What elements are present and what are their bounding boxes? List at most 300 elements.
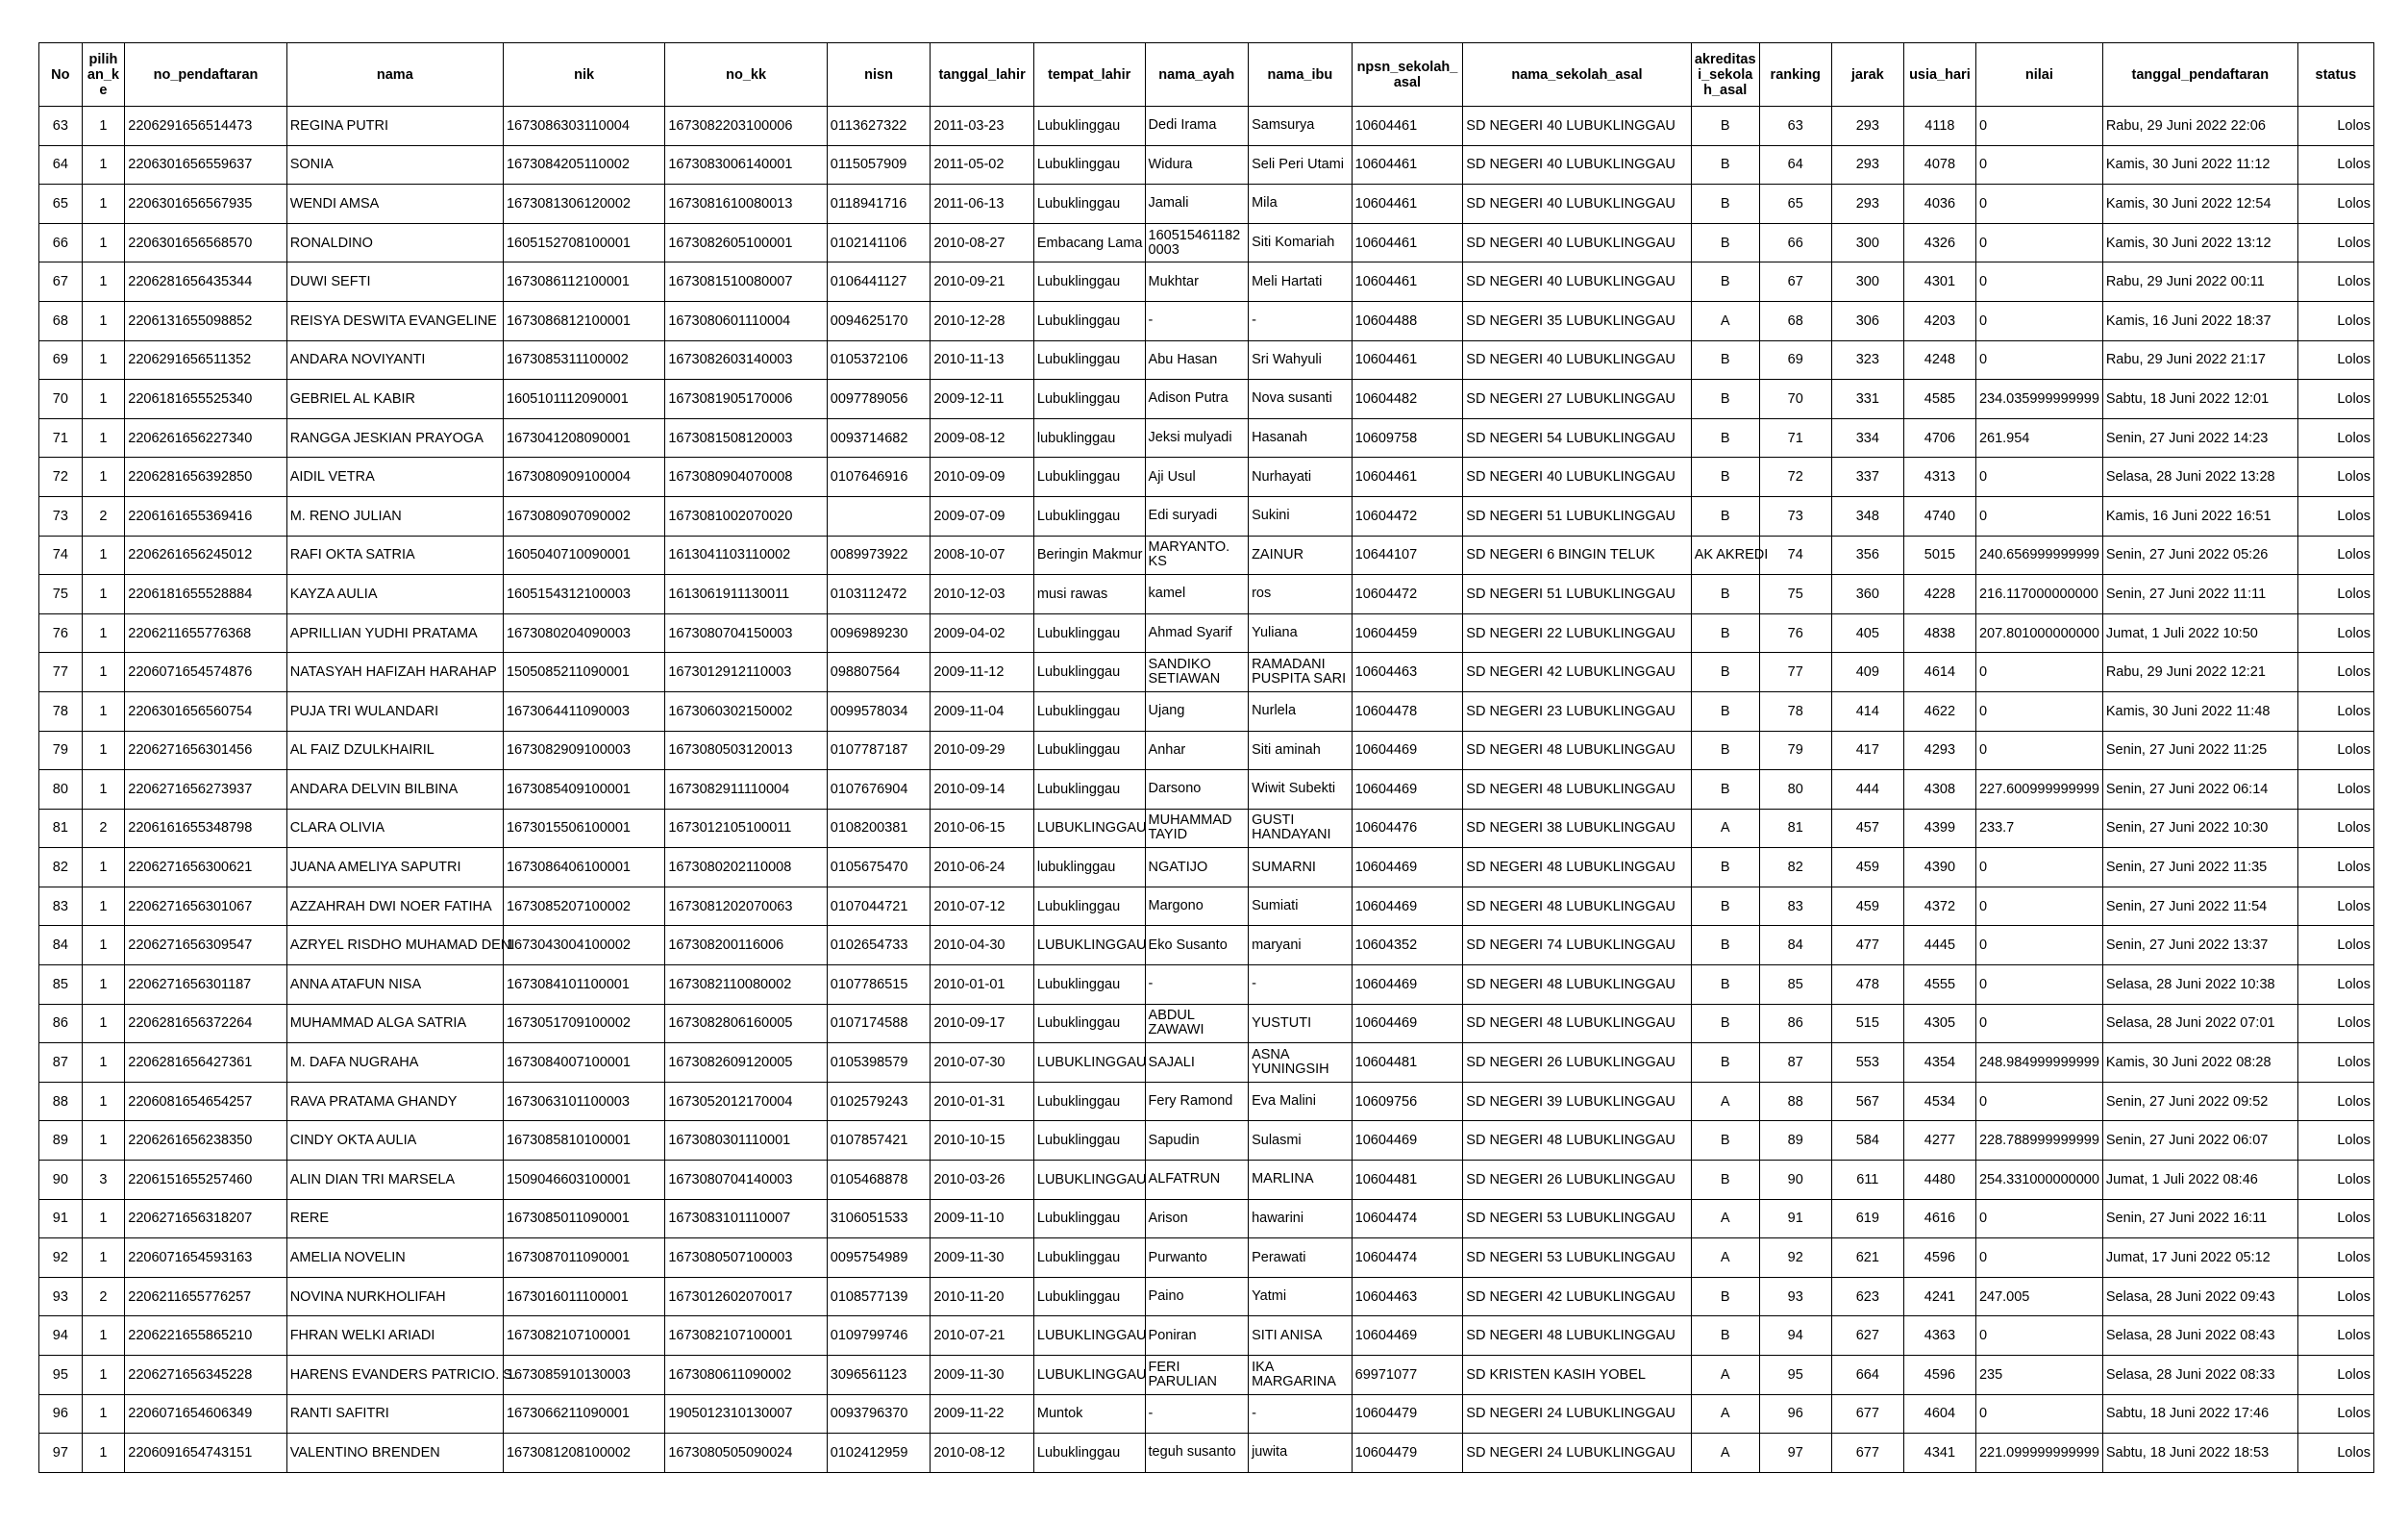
cell-usia-hari: 4555 xyxy=(1903,965,1975,1005)
cell-nisn: 0105675470 xyxy=(827,848,931,887)
cell-npsn-sekolah-asal: 10604469 xyxy=(1352,731,1463,770)
column-header-nisn: nisn xyxy=(827,43,931,107)
cell-nama: NATASYAH HAFIZAH HARAHAP xyxy=(286,653,503,692)
cell-nama: RANGGA JESKIAN PRAYOGA xyxy=(286,418,503,458)
cell-akreditasi-sekolah-asal: B xyxy=(1691,691,1759,731)
cell-ranking: 85 xyxy=(1759,965,1831,1005)
cell-No: 76 xyxy=(39,613,83,653)
cell-nilai: 248.984999999999 xyxy=(1975,1043,2102,1083)
column-header-nama-sekolah-asal: nama_sekolah_asal xyxy=(1463,43,1691,107)
cell-nilai: 221.099999999999 xyxy=(1975,1434,2102,1473)
cell-npsn-sekolah-asal: 10604469 xyxy=(1352,848,1463,887)
cell-nama: JUANA AMELIYA SAPUTRI xyxy=(286,848,503,887)
cell-No: 77 xyxy=(39,653,83,692)
cell-jarak: 293 xyxy=(1831,107,1903,146)
cell-nama: M. DAFA NUGRAHA xyxy=(286,1043,503,1083)
cell-nisn: 0107646916 xyxy=(827,458,931,497)
cell-pilihan-ke: 2 xyxy=(82,496,125,536)
cell-tanggal-pendaftaran: Rabu, 29 Juni 2022 21:17 xyxy=(2102,340,2297,380)
cell-akreditasi-sekolah-asal: A xyxy=(1691,1082,1759,1121)
cell-tanggal-lahir: 2010-01-31 xyxy=(931,1082,1034,1121)
cell-nama-sekolah-asal: SD NEGERI 48 LUBUKLINGGAU xyxy=(1463,1004,1691,1043)
cell-nik: 1673084205110002 xyxy=(503,145,664,185)
cell-nisn: 0105398579 xyxy=(827,1043,931,1083)
cell-nisn: 0107857421 xyxy=(827,1121,931,1161)
cell-tanggal-pendaftaran: Selasa, 28 Juni 2022 13:28 xyxy=(2102,458,2297,497)
cell-tempat-lahir: LUBUKLINGGAU xyxy=(1033,1161,1145,1200)
cell-No: 70 xyxy=(39,380,83,419)
cell-nama-sekolah-asal: SD NEGERI 40 LUBUKLINGGAU xyxy=(1463,223,1691,262)
cell-no-pendaftaran: 2206211655776368 xyxy=(125,613,286,653)
cell-pilihan-ke: 1 xyxy=(82,887,125,926)
cell-jarak: 623 xyxy=(1831,1277,1903,1316)
column-header-tanggal-lahir: tanggal_lahir xyxy=(931,43,1034,107)
cell-nama: CINDY OKTA AULIA xyxy=(286,1121,503,1161)
cell-pilihan-ke: 1 xyxy=(82,731,125,770)
cell-no-kk: 167308200116006 xyxy=(665,926,827,965)
cell-tanggal-pendaftaran: Sabtu, 18 Juni 2022 17:46 xyxy=(2102,1394,2297,1434)
cell-nama: DUWI SEFTI xyxy=(286,262,503,302)
table-row xyxy=(39,770,2374,810)
cell-tempat-lahir: Lubuklinggau xyxy=(1033,1082,1145,1121)
cell-nama-ayah: ABDUL ZAWAWI xyxy=(1145,1004,1249,1043)
cell-tanggal-pendaftaran: Senin, 27 Juni 2022 14:23 xyxy=(2102,418,2297,458)
cell-tanggal-lahir: 2010-08-27 xyxy=(931,223,1034,262)
cell-nama: CLARA OLIVIA xyxy=(286,809,503,848)
cell-no-pendaftaran: 2206211655776257 xyxy=(125,1277,286,1316)
cell-nama-sekolah-asal: SD NEGERI 48 LUBUKLINGGAU xyxy=(1463,770,1691,810)
cell-usia-hari: 4604 xyxy=(1903,1394,1975,1434)
cell-no-pendaftaran: 2206181655525340 xyxy=(125,380,286,419)
cell-ranking: 84 xyxy=(1759,926,1831,965)
cell-tanggal-pendaftaran: Sabtu, 18 Juni 2022 12:01 xyxy=(2102,380,2297,419)
cell-nama: RANTI SAFITRI xyxy=(286,1394,503,1434)
cell-nama-ibu: Perawati xyxy=(1249,1238,1353,1278)
cell-nama-ayah: Sapudin xyxy=(1145,1121,1249,1161)
cell-tempat-lahir: Muntok xyxy=(1033,1394,1145,1434)
cell-ranking: 77 xyxy=(1759,653,1831,692)
cell-nik: 1605154312100003 xyxy=(503,575,664,614)
cell-nama-sekolah-asal: SD NEGERI 40 LUBUKLINGGAU xyxy=(1463,145,1691,185)
cell-tempat-lahir: Lubuklinggau xyxy=(1033,262,1145,302)
cell-npsn-sekolah-asal: 10604463 xyxy=(1352,653,1463,692)
cell-status: Lolos xyxy=(2297,848,2373,887)
cell-nilai: 0 xyxy=(1975,458,2102,497)
cell-tanggal-lahir: 2010-09-14 xyxy=(931,770,1034,810)
cell-nama-sekolah-asal: SD NEGERI 74 LUBUKLINGGAU xyxy=(1463,926,1691,965)
cell-tanggal-lahir: 2011-03-23 xyxy=(931,107,1034,146)
cell-no-kk: 1673012912110003 xyxy=(665,653,827,692)
cell-nama-ibu: Nova susanti xyxy=(1249,380,1353,419)
cell-pilihan-ke: 1 xyxy=(82,926,125,965)
cell-tanggal-pendaftaran: Kamis, 16 Juni 2022 18:37 xyxy=(2102,301,2297,340)
cell-jarak: 337 xyxy=(1831,458,1903,497)
cell-pilihan-ke: 1 xyxy=(82,848,125,887)
cell-nik: 1509046603100001 xyxy=(503,1161,664,1200)
cell-nama-ibu: SITI ANISA xyxy=(1249,1316,1353,1356)
cell-tanggal-pendaftaran: Senin, 27 Juni 2022 09:52 xyxy=(2102,1082,2297,1121)
cell-npsn-sekolah-asal: 10604481 xyxy=(1352,1161,1463,1200)
cell-nama-ibu: Sulasmi xyxy=(1249,1121,1353,1161)
cell-nama-ayah: NGATIJO xyxy=(1145,848,1249,887)
cell-nama-ibu: IKA MARGARINA xyxy=(1249,1356,1353,1395)
table-row xyxy=(39,536,2374,575)
cell-pilihan-ke: 1 xyxy=(82,536,125,575)
cell-nilai: 0 xyxy=(1975,223,2102,262)
cell-tanggal-pendaftaran: Rabu, 29 Juni 2022 00:11 xyxy=(2102,262,2297,302)
cell-usia-hari: 4326 xyxy=(1903,223,1975,262)
cell-no-pendaftaran: 2206281656435344 xyxy=(125,262,286,302)
cell-usia-hari: 4706 xyxy=(1903,418,1975,458)
cell-status: Lolos xyxy=(2297,1043,2373,1083)
cell-nama: VALENTINO BRENDEN xyxy=(286,1434,503,1473)
cell-nisn: 0105468878 xyxy=(827,1161,931,1200)
cell-npsn-sekolah-asal: 10604478 xyxy=(1352,691,1463,731)
cell-nama-ibu: - xyxy=(1249,965,1353,1005)
cell-jarak: 334 xyxy=(1831,418,1903,458)
cell-no-pendaftaran: 2206301656559637 xyxy=(125,145,286,185)
cell-nik: 1673081306120002 xyxy=(503,185,664,224)
cell-nama-ibu: - xyxy=(1249,301,1353,340)
cell-tempat-lahir: Embacang Lama xyxy=(1033,223,1145,262)
table-row xyxy=(39,848,2374,887)
cell-nama-sekolah-asal: SD NEGERI 51 LUBUKLINGGAU xyxy=(1463,496,1691,536)
cell-no-kk: 1673082806160005 xyxy=(665,1004,827,1043)
cell-jarak: 348 xyxy=(1831,496,1903,536)
cell-status: Lolos xyxy=(2297,809,2373,848)
cell-nilai: 0 xyxy=(1975,1316,2102,1356)
cell-nama-sekolah-asal: SD NEGERI 38 LUBUKLINGGAU xyxy=(1463,809,1691,848)
cell-nama: ANNA ATAFUN NISA xyxy=(286,965,503,1005)
cell-nisn: 098807564 xyxy=(827,653,931,692)
cell-nilai: 0 xyxy=(1975,887,2102,926)
cell-no-pendaftaran: 2206261656227340 xyxy=(125,418,286,458)
cell-tempat-lahir: Lubuklinggau xyxy=(1033,691,1145,731)
cell-status: Lolos xyxy=(2297,770,2373,810)
cell-nama-ayah: Edi suryadi xyxy=(1145,496,1249,536)
cell-akreditasi-sekolah-asal: B xyxy=(1691,185,1759,224)
cell-nama-ayah: Aji Usul xyxy=(1145,458,1249,497)
cell-status: Lolos xyxy=(2297,107,2373,146)
cell-nama-ibu: RAMADANI PUSPITA SARI xyxy=(1249,653,1353,692)
cell-no-kk: 1673080601110004 xyxy=(665,301,827,340)
cell-ranking: 66 xyxy=(1759,223,1831,262)
cell-npsn-sekolah-asal: 10604474 xyxy=(1352,1199,1463,1238)
cell-npsn-sekolah-asal: 10604461 xyxy=(1352,185,1463,224)
cell-nama-ayah: Widura xyxy=(1145,145,1249,185)
cell-pilihan-ke: 1 xyxy=(82,1356,125,1395)
table-row xyxy=(39,185,2374,224)
cell-No: 95 xyxy=(39,1356,83,1395)
column-header-npsn-sekolah-asal: npsn_sekolah_asal xyxy=(1352,43,1463,107)
cell-No: 68 xyxy=(39,301,83,340)
table-row xyxy=(39,496,2374,536)
cell-no-kk: 1673082603140003 xyxy=(665,340,827,380)
cell-nama-sekolah-asal: SD NEGERI 48 LUBUKLINGGAU xyxy=(1463,965,1691,1005)
cell-ranking: 68 xyxy=(1759,301,1831,340)
cell-status: Lolos xyxy=(2297,1161,2373,1200)
cell-ranking: 81 xyxy=(1759,809,1831,848)
cell-nilai: 0 xyxy=(1975,262,2102,302)
cell-akreditasi-sekolah-asal: B xyxy=(1691,145,1759,185)
cell-No: 82 xyxy=(39,848,83,887)
cell-tanggal-pendaftaran: Senin, 27 Juni 2022 05:26 xyxy=(2102,536,2297,575)
cell-tanggal-pendaftaran: Kamis, 30 Juni 2022 11:48 xyxy=(2102,691,2297,731)
cell-nama-ayah: Fery Ramond xyxy=(1145,1082,1249,1121)
cell-tanggal-lahir: 2010-11-13 xyxy=(931,340,1034,380)
cell-nik: 1605040710090001 xyxy=(503,536,664,575)
cell-nama-ayah: Arison xyxy=(1145,1199,1249,1238)
cell-nama-ibu: Siti Komariah xyxy=(1249,223,1353,262)
cell-no-kk: 1673012602070017 xyxy=(665,1277,827,1316)
cell-nama-sekolah-asal: SD NEGERI 26 LUBUKLINGGAU xyxy=(1463,1161,1691,1200)
cell-pilihan-ke: 1 xyxy=(82,262,125,302)
cell-nik: 1673041208090001 xyxy=(503,418,664,458)
cell-pilihan-ke: 1 xyxy=(82,653,125,692)
cell-nama: RONALDINO xyxy=(286,223,503,262)
cell-tanggal-pendaftaran: Rabu, 29 Juni 2022 22:06 xyxy=(2102,107,2297,146)
cell-nisn: 3106051533 xyxy=(827,1199,931,1238)
cell-nama-ibu: maryani xyxy=(1249,926,1353,965)
cell-nama-ibu: YUSTUTI xyxy=(1249,1004,1353,1043)
cell-nik: 1505085211090001 xyxy=(503,653,664,692)
cell-nisn: 0105372106 xyxy=(827,340,931,380)
cell-jarak: 459 xyxy=(1831,848,1903,887)
cell-npsn-sekolah-asal: 10604481 xyxy=(1352,1043,1463,1083)
cell-nama: REGINA PUTRI xyxy=(286,107,503,146)
cell-status: Lolos xyxy=(2297,1277,2373,1316)
cell-tempat-lahir: Lubuklinggau xyxy=(1033,1199,1145,1238)
cell-npsn-sekolah-asal: 10604352 xyxy=(1352,926,1463,965)
cell-tanggal-lahir: 2010-10-15 xyxy=(931,1121,1034,1161)
cell-nik: 1673016011100001 xyxy=(503,1277,664,1316)
cell-jarak: 664 xyxy=(1831,1356,1903,1395)
cell-npsn-sekolah-asal: 10604461 xyxy=(1352,145,1463,185)
cell-nama-ayah: Jeksi mulyadi xyxy=(1145,418,1249,458)
cell-No: 90 xyxy=(39,1161,83,1200)
cell-nik: 1673085409100001 xyxy=(503,770,664,810)
cell-tempat-lahir: Lubuklinggau xyxy=(1033,1238,1145,1278)
cell-tempat-lahir: Lubuklinggau xyxy=(1033,1004,1145,1043)
cell-tanggal-pendaftaran: Senin, 27 Juni 2022 06:07 xyxy=(2102,1121,2297,1161)
cell-ranking: 79 xyxy=(1759,731,1831,770)
cell-akreditasi-sekolah-asal: B xyxy=(1691,653,1759,692)
cell-tempat-lahir: LUBUKLINGGAU xyxy=(1033,1356,1145,1395)
cell-akreditasi-sekolah-asal: B xyxy=(1691,887,1759,926)
table-row xyxy=(39,301,2374,340)
cell-no-kk: 1905012310130007 xyxy=(665,1394,827,1434)
cell-akreditasi-sekolah-asal: A xyxy=(1691,1394,1759,1434)
table-row xyxy=(39,380,2374,419)
cell-pilihan-ke: 1 xyxy=(82,613,125,653)
cell-usia-hari: 4277 xyxy=(1903,1121,1975,1161)
cell-nilai: 233.7 xyxy=(1975,809,2102,848)
column-header-no-pendaftaran: no_pendaftaran xyxy=(125,43,286,107)
cell-No: 67 xyxy=(39,262,83,302)
cell-usia-hari: 4596 xyxy=(1903,1238,1975,1278)
cell-nik: 1673085910130003 xyxy=(503,1356,664,1395)
cell-No: 93 xyxy=(39,1277,83,1316)
cell-akreditasi-sekolah-asal: B xyxy=(1691,731,1759,770)
cell-usia-hari: 4622 xyxy=(1903,691,1975,731)
cell-no-pendaftaran: 2206301656560754 xyxy=(125,691,286,731)
cell-tanggal-lahir: 2009-11-22 xyxy=(931,1394,1034,1434)
cell-akreditasi-sekolah-asal: A xyxy=(1691,1199,1759,1238)
cell-nama-ibu: SUMARNI xyxy=(1249,848,1353,887)
cell-no-kk: 1613061911130011 xyxy=(665,575,827,614)
cell-no-pendaftaran: 2206281656372264 xyxy=(125,1004,286,1043)
cell-nama-ibu: Mila xyxy=(1249,185,1353,224)
table-row xyxy=(39,575,2374,614)
cell-nisn: 0097789056 xyxy=(827,380,931,419)
cell-nama-sekolah-asal: SD NEGERI 39 LUBUKLINGGAU xyxy=(1463,1082,1691,1121)
cell-pilihan-ke: 1 xyxy=(82,340,125,380)
cell-tempat-lahir: LUBUKLINGGAU xyxy=(1033,1043,1145,1083)
table-row xyxy=(39,613,2374,653)
cell-No: 91 xyxy=(39,1199,83,1238)
cell-nama-sekolah-asal: SD NEGERI 40 LUBUKLINGGAU xyxy=(1463,340,1691,380)
cell-nisn: 0106441127 xyxy=(827,262,931,302)
cell-no-kk: 1673082605100001 xyxy=(665,223,827,262)
cell-nama: REISYA DESWITA EVANGELINE xyxy=(286,301,503,340)
cell-usia-hari: 4585 xyxy=(1903,380,1975,419)
cell-nilai: 0 xyxy=(1975,301,2102,340)
cell-tanggal-lahir: 2010-11-20 xyxy=(931,1277,1034,1316)
cell-nisn: 0118941716 xyxy=(827,185,931,224)
cell-nama-ayah: Mukhtar xyxy=(1145,262,1249,302)
cell-nama-sekolah-asal: SD NEGERI 6 BINGIN TELUK xyxy=(1463,536,1691,575)
cell-tanggal-pendaftaran: Selasa, 28 Juni 2022 09:43 xyxy=(2102,1277,2297,1316)
cell-No: 86 xyxy=(39,1004,83,1043)
cell-nik: 1673080907090002 xyxy=(503,496,664,536)
cell-no-pendaftaran: 2206181655528884 xyxy=(125,575,286,614)
cell-nilai: 0 xyxy=(1975,731,2102,770)
cell-ranking: 80 xyxy=(1759,770,1831,810)
cell-no-pendaftaran: 2206271656301456 xyxy=(125,731,286,770)
cell-tanggal-lahir: 2010-03-26 xyxy=(931,1161,1034,1200)
cell-nama-ayah: - xyxy=(1145,1394,1249,1434)
cell-nik: 1673082107100001 xyxy=(503,1316,664,1356)
cell-nama-sekolah-asal: SD NEGERI 24 LUBUKLINGGAU xyxy=(1463,1434,1691,1473)
cell-tanggal-pendaftaran: Jumat, 1 Juli 2022 08:46 xyxy=(2102,1161,2297,1200)
cell-No: 71 xyxy=(39,418,83,458)
cell-pilihan-ke: 1 xyxy=(82,380,125,419)
cell-no-kk: 1673082203100006 xyxy=(665,107,827,146)
cell-tanggal-pendaftaran: Senin, 27 Juni 2022 11:11 xyxy=(2102,575,2297,614)
cell-nama-ibu: Sumiati xyxy=(1249,887,1353,926)
cell-nama-ibu: ZAINUR xyxy=(1249,536,1353,575)
cell-status: Lolos xyxy=(2297,1121,2373,1161)
cell-npsn-sekolah-asal: 10604469 xyxy=(1352,965,1463,1005)
cell-ranking: 74 xyxy=(1759,536,1831,575)
cell-usia-hari: 5015 xyxy=(1903,536,1975,575)
cell-no-pendaftaran: 2206081654654257 xyxy=(125,1082,286,1121)
cell-nama-sekolah-asal: SD NEGERI 26 LUBUKLINGGAU xyxy=(1463,1043,1691,1083)
cell-nama-ibu: ros xyxy=(1249,575,1353,614)
cell-nama-sekolah-asal: SD NEGERI 51 LUBUKLINGGAU xyxy=(1463,575,1691,614)
cell-no-pendaftaran: 2206071654593163 xyxy=(125,1238,286,1278)
cell-jarak: 515 xyxy=(1831,1004,1903,1043)
cell-nama-ibu: ASNA YUNINGSIH xyxy=(1249,1043,1353,1083)
table-row xyxy=(39,145,2374,185)
cell-tempat-lahir: lubuklinggau xyxy=(1033,418,1145,458)
cell-akreditasi-sekolah-asal: B xyxy=(1691,1277,1759,1316)
cell-pilihan-ke: 2 xyxy=(82,1277,125,1316)
cell-tanggal-lahir: 2009-11-30 xyxy=(931,1356,1034,1395)
cell-ranking: 97 xyxy=(1759,1434,1831,1473)
cell-No: 74 xyxy=(39,536,83,575)
cell-no-kk: 1673082107100001 xyxy=(665,1316,827,1356)
cell-no-pendaftaran: 2206271656345228 xyxy=(125,1356,286,1395)
cell-pilihan-ke: 1 xyxy=(82,691,125,731)
cell-nama: PUJA TRI WULANDARI xyxy=(286,691,503,731)
cell-nama-ayah: Ahmad Syarif xyxy=(1145,613,1249,653)
cell-nik: 1673043004100002 xyxy=(503,926,664,965)
cell-akreditasi-sekolah-asal: AK AKREDI xyxy=(1691,536,1759,575)
cell-usia-hari: 4036 xyxy=(1903,185,1975,224)
cell-no-kk: 1673083006140001 xyxy=(665,145,827,185)
cell-nik: 1673063101100003 xyxy=(503,1082,664,1121)
cell-pilihan-ke: 1 xyxy=(82,1238,125,1278)
cell-status: Lolos xyxy=(2297,418,2373,458)
cell-akreditasi-sekolah-asal: B xyxy=(1691,848,1759,887)
cell-nama-sekolah-asal: SD NEGERI 40 LUBUKLINGGAU xyxy=(1463,107,1691,146)
cell-no-kk: 1673080611090002 xyxy=(665,1356,827,1395)
cell-nama-ayah: Anhar xyxy=(1145,731,1249,770)
column-header-status: status xyxy=(2297,43,2373,107)
cell-no-pendaftaran: 2206151655257460 xyxy=(125,1161,286,1200)
cell-nilai: 0 xyxy=(1975,965,2102,1005)
cell-tanggal-pendaftaran: Kamis, 30 Juni 2022 12:54 xyxy=(2102,185,2297,224)
cell-jarak: 677 xyxy=(1831,1394,1903,1434)
cell-nama-sekolah-asal: SD NEGERI 42 LUBUKLINGGAU xyxy=(1463,653,1691,692)
cell-pilihan-ke: 1 xyxy=(82,1199,125,1238)
cell-tanggal-pendaftaran: Jumat, 17 Juni 2022 05:12 xyxy=(2102,1238,2297,1278)
cell-tanggal-pendaftaran: Senin, 27 Juni 2022 11:35 xyxy=(2102,848,2297,887)
cell-npsn-sekolah-asal: 10604461 xyxy=(1352,458,1463,497)
cell-nama-ibu: Sri Wahyuli xyxy=(1249,340,1353,380)
cell-nik: 1673015506100001 xyxy=(503,809,664,848)
cell-akreditasi-sekolah-asal: B xyxy=(1691,965,1759,1005)
cell-tempat-lahir: Lubuklinggau xyxy=(1033,653,1145,692)
cell-ranking: 92 xyxy=(1759,1238,1831,1278)
cell-nama: AIDIL VETRA xyxy=(286,458,503,497)
cell-nama-ayah: SAJALI xyxy=(1145,1043,1249,1083)
cell-usia-hari: 4390 xyxy=(1903,848,1975,887)
cell-tanggal-lahir: 2010-08-12 xyxy=(931,1434,1034,1473)
cell-npsn-sekolah-asal: 10604469 xyxy=(1352,887,1463,926)
cell-ranking: 76 xyxy=(1759,613,1831,653)
cell-tanggal-pendaftaran: Senin, 27 Juni 2022 13:37 xyxy=(2102,926,2297,965)
table-row xyxy=(39,1004,2374,1043)
cell-No: 87 xyxy=(39,1043,83,1083)
cell-status: Lolos xyxy=(2297,1316,2373,1356)
cell-pilihan-ke: 2 xyxy=(82,809,125,848)
cell-tanggal-pendaftaran: Kamis, 30 Juni 2022 08:28 xyxy=(2102,1043,2297,1083)
cell-no-pendaftaran: 2206281656427361 xyxy=(125,1043,286,1083)
cell-No: 73 xyxy=(39,496,83,536)
cell-nilai: 0 xyxy=(1975,926,2102,965)
cell-nama: FHRAN WELKI ARIADI xyxy=(286,1316,503,1356)
cell-jarak: 360 xyxy=(1831,575,1903,614)
column-header-tempat-lahir: tempat_lahir xyxy=(1033,43,1145,107)
cell-no-kk: 1673080503120013 xyxy=(665,731,827,770)
cell-akreditasi-sekolah-asal: B xyxy=(1691,1316,1759,1356)
table-row xyxy=(39,262,2374,302)
cell-nisn: 0099578034 xyxy=(827,691,931,731)
cell-ranking: 71 xyxy=(1759,418,1831,458)
cell-tanggal-lahir: 2011-06-13 xyxy=(931,185,1034,224)
